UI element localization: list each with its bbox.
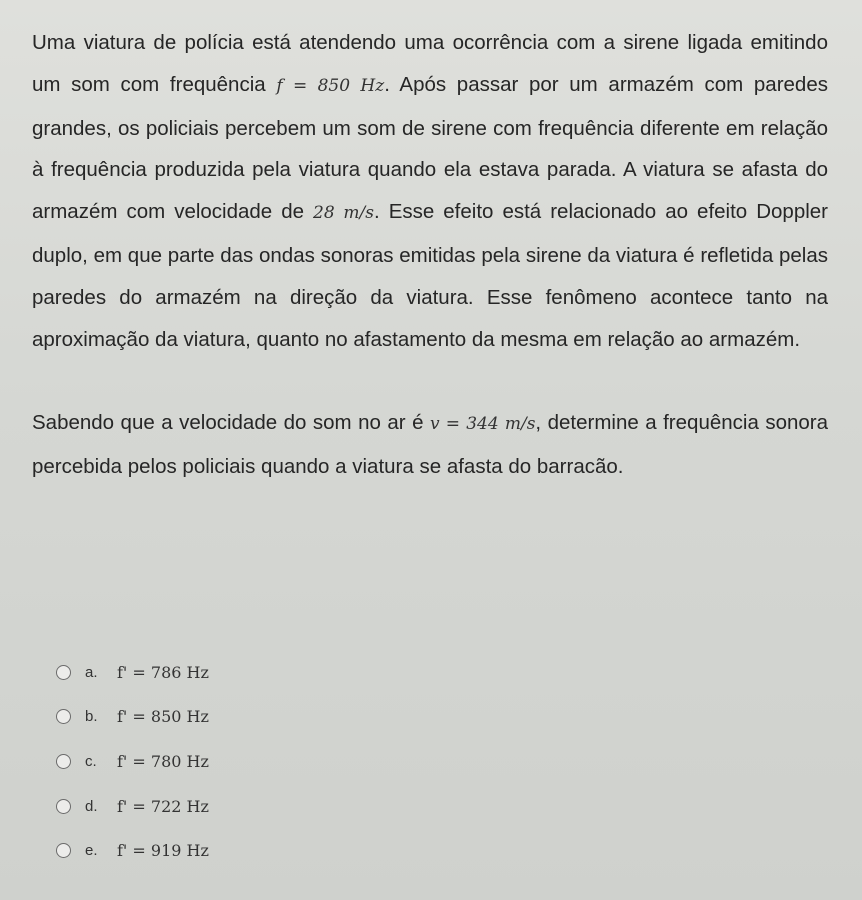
question-text-part: . Esse efeito está relacionado ao efeito Doppler duplo, em que parte das ondas sonoras emitidas pela sirene da viatura é refletida pelas paredes do armazém na direção da viatura. Esse fenômeno acontece tanto na aproximação da viatura, quanto no afastamento da mesma em relação ao armazém. (32, 200, 828, 351)
option-letter: d. (85, 797, 98, 815)
question-text-part: , determine a frequência sonora percebida pelos policiais quando a viatura se afasta do barracão. (32, 411, 829, 479)
option-letter: e. (85, 842, 98, 860)
sound-speed-formula: v = 344 m/s (429, 414, 536, 435)
answer-option-d[interactable] (56, 784, 416, 829)
option-value: f' = 850 Hz (117, 707, 209, 727)
frequency-formula: f = 850 Hz (276, 75, 385, 96)
radio-button[interactable] (56, 709, 71, 724)
answer-option-c[interactable] (56, 739, 416, 784)
option-letter: a. (85, 663, 98, 681)
radio-button[interactable] (56, 799, 71, 814)
question-paragraph-2 (32, 402, 828, 488)
question-text-part: Uma viatura de polícia está atendendo uma ocorrência com a sirene ligada emitindo um som com frequência (32, 31, 828, 96)
question-text (32, 22, 828, 488)
option-value: f' = 722 Hz (117, 796, 209, 816)
answer-option-a[interactable] (56, 650, 416, 695)
question-text-part: Sabendo que a velocidade do som no ar é (32, 411, 430, 435)
option-letter: b. (85, 708, 98, 726)
option-value: f' = 919 Hz (117, 841, 209, 861)
option-value: f' = 780 Hz (117, 751, 209, 771)
question-paragraph-1 (32, 22, 828, 360)
answer-option-e[interactable] (56, 828, 416, 873)
question-text-part: . Após passar por um armazém com paredes grandes, os policiais percebem um som de sirene com frequência diferente em relação à frequência produzida pela viatura quando ela estava parada. A viatura se afasta do armazém com velocidade de (32, 72, 828, 224)
radio-button[interactable] (56, 665, 71, 680)
vehicle-speed-formula: 28 m/s (313, 203, 374, 224)
answer-option-b[interactable] (56, 695, 416, 740)
option-value: f' = 786 Hz (117, 662, 209, 682)
radio-button[interactable] (56, 754, 71, 769)
radio-button[interactable] (56, 843, 71, 858)
option-letter: c. (85, 752, 97, 770)
answer-options (56, 650, 416, 873)
